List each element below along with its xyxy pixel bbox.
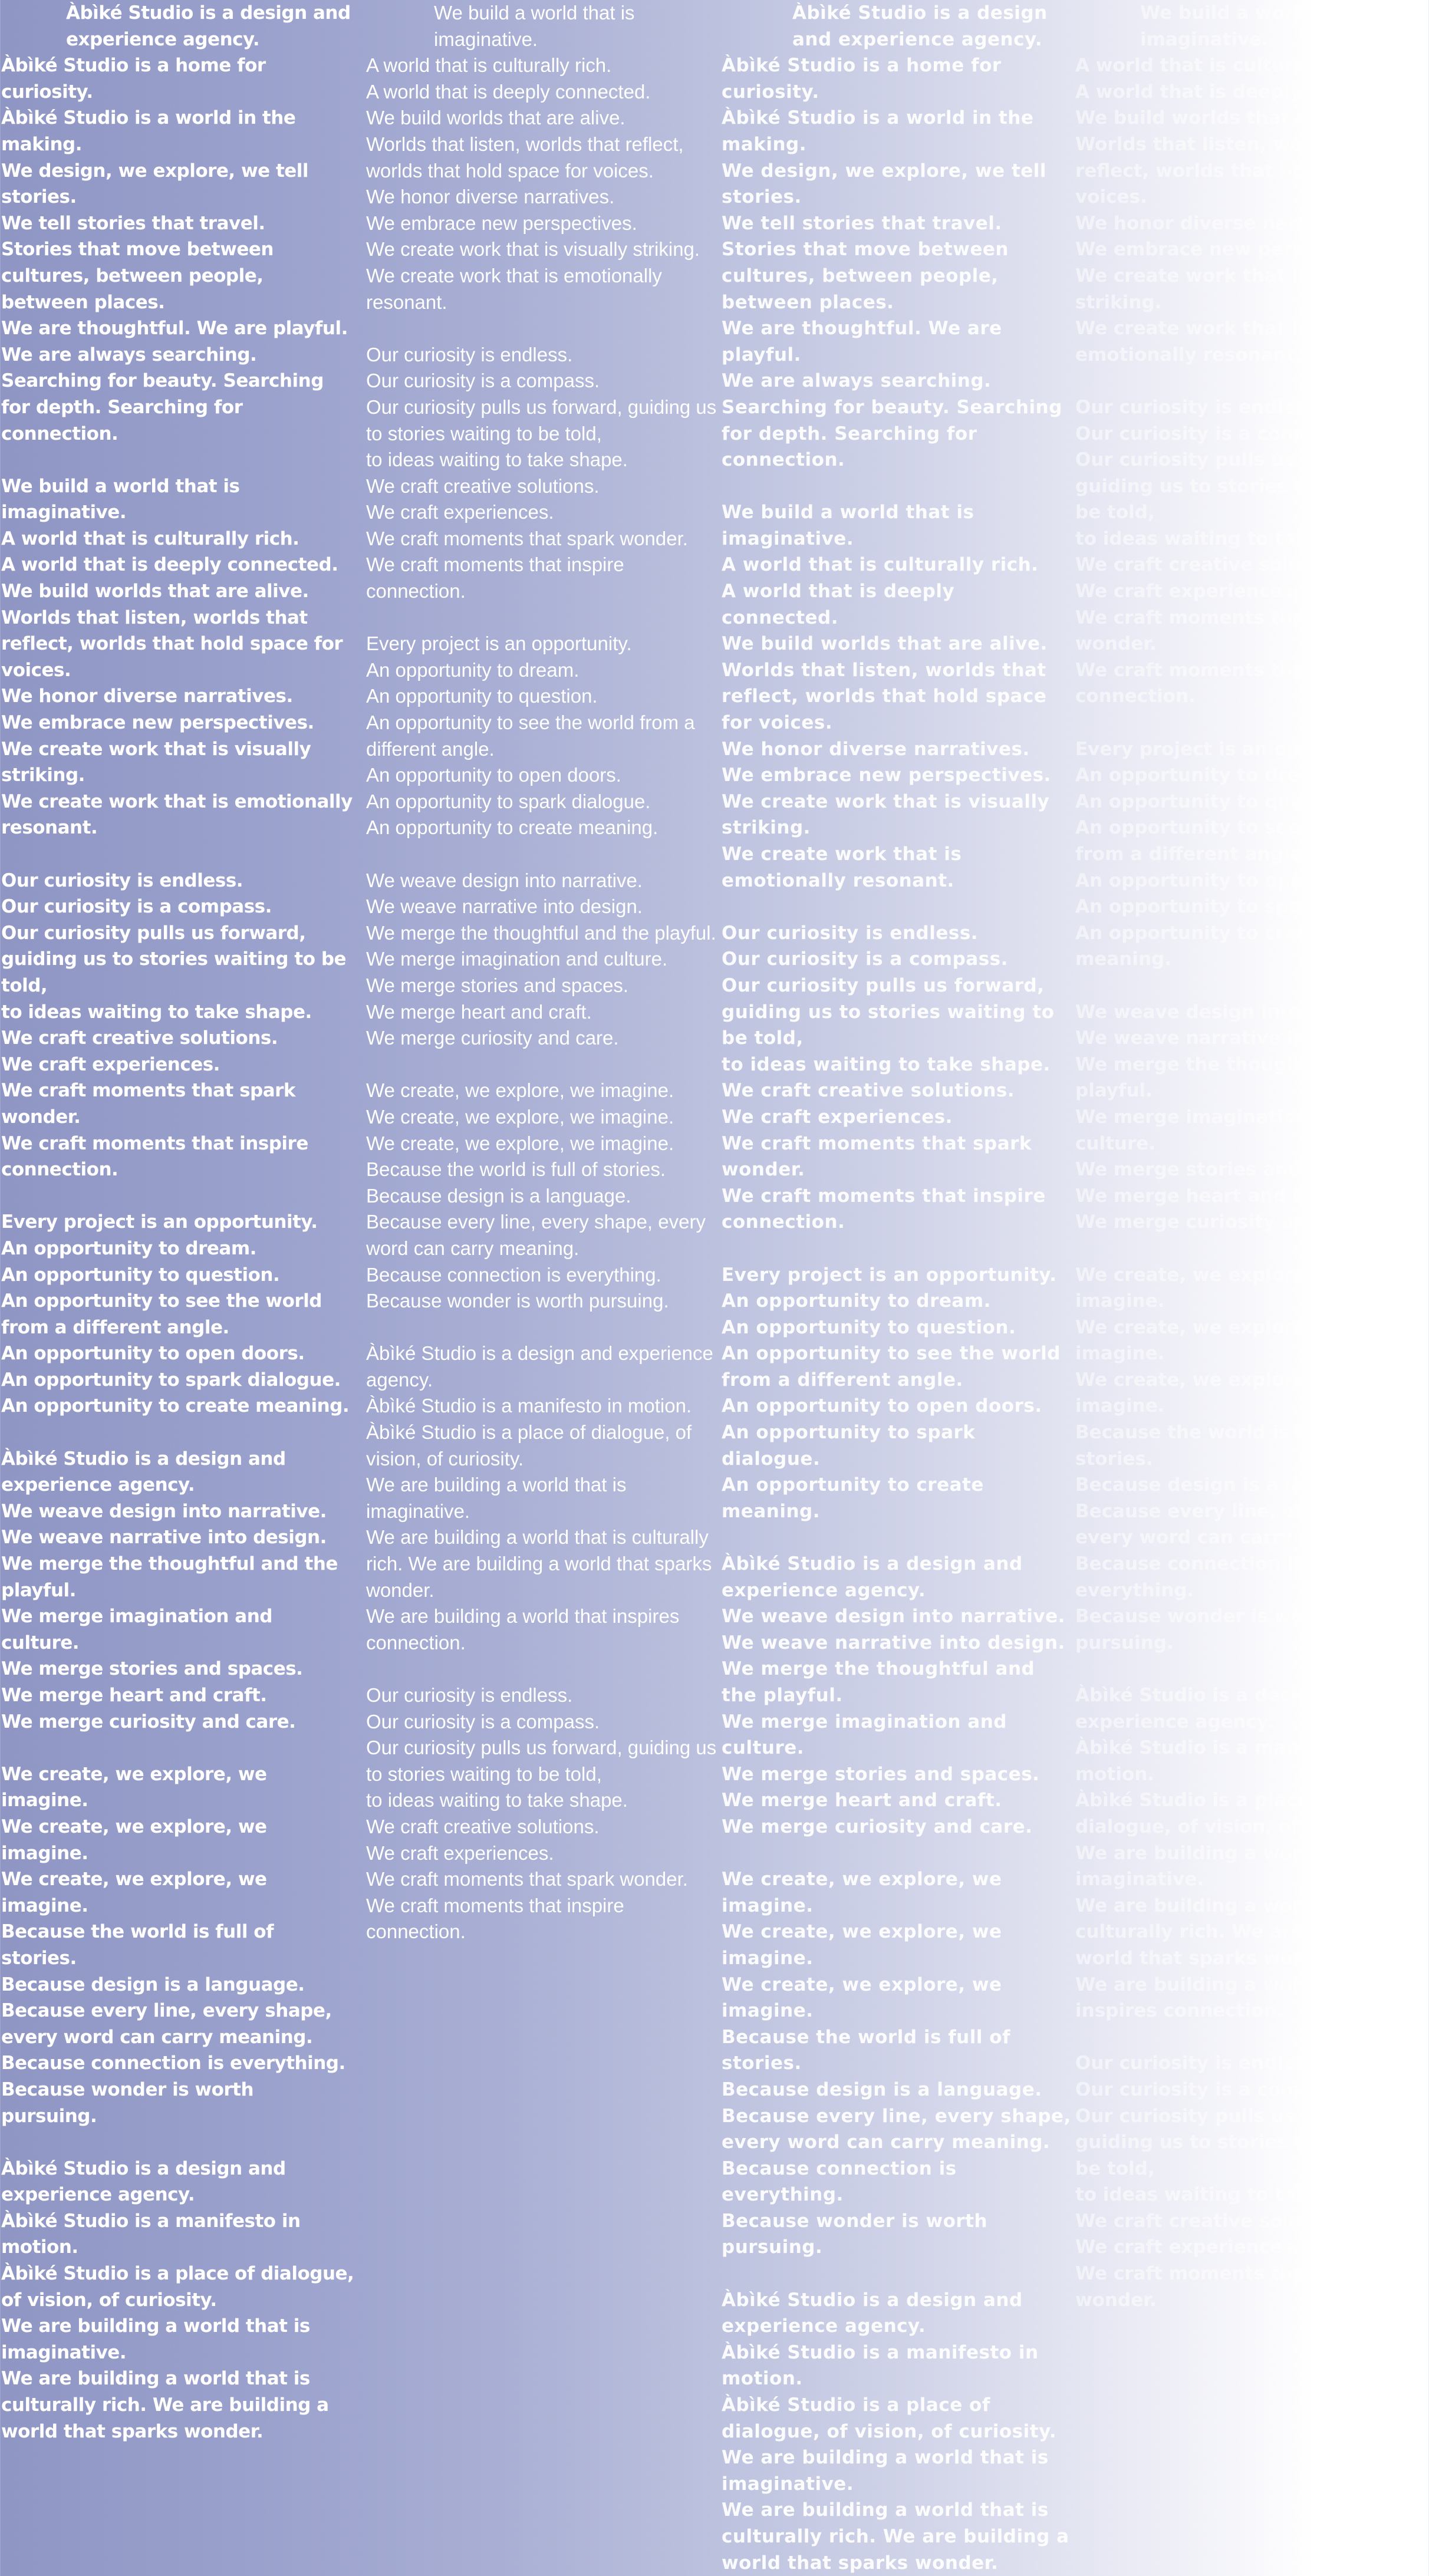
manifesto-line: Àbìké Studio is a design and experience agency. [366, 1342, 713, 1391]
manifesto-line: We craft creative solutions. [1075, 554, 1361, 576]
manifesto-line: Our curiosity is a compass. [366, 1710, 600, 1732]
manifesto-line: We honor diverse narratives. [366, 186, 615, 208]
manifesto-line: A world that is culturally rich. [722, 554, 1039, 576]
manifesto-line: We weave design into narrative. [1, 1500, 327, 1522]
manifesto-line: An opportunity to open doors. [722, 1395, 1042, 1417]
manifesto-line: We merge stories and spaces. [722, 1763, 1040, 1785]
manifesto-line: A world that is deeply connected. [1075, 81, 1422, 103]
manifesto-line: We design, we explore, we tell stories. [722, 160, 1047, 208]
manifesto-line: Àbìké Studio is a place of dialogue, of vision, of curiosity. [1075, 1790, 1401, 1837]
manifesto-line: We merge the thoughtful and the playful. [366, 921, 716, 944]
manifesto-line: An opportunity to open doors. [1075, 869, 1388, 891]
manifesto-line: to ideas waiting to take shape. [366, 1789, 628, 1811]
manifesto-line: We weave narrative into design. [1, 1527, 327, 1549]
manifesto-stanza [1, 473, 355, 841]
manifesto-line: We create, we explore, we imagine. [1075, 1369, 1349, 1417]
manifesto-line: Àbìké Studio is a design and experience agency. [722, 2289, 1023, 2337]
manifesto-line: We create work that is emotionally resonant. [1075, 318, 1309, 365]
manifesto-line: We craft moments that spark wonder. [1075, 607, 1378, 655]
manifesto-stanza [1075, 736, 1429, 973]
manifesto-line: Because connection is everything. [1075, 1553, 1305, 1601]
manifesto-line: Because design is a language. [366, 1184, 631, 1207]
manifesto-line: We create work that is emotionally resonant. [366, 264, 662, 313]
manifesto-line: We create, we explore, we imagine. [1, 1763, 267, 1811]
manifesto-line: We craft moments that inspire connection. [722, 1185, 1046, 1233]
manifesto-line: We honor diverse narratives. [722, 738, 1030, 760]
manifesto-stanza [722, 0, 1075, 473]
manifesto-line: We create, we explore, we imagine. [722, 1869, 1002, 1916]
manifesto-line: We merge stories and spaces. [1075, 1159, 1385, 1181]
manifesto-line: Searching for beauty. Searching for depth. Searching for connection. [1, 370, 324, 444]
manifesto-line: We are building a world that is imaginative. [1075, 1842, 1394, 1890]
manifesto-stanza [722, 499, 1075, 894]
manifesto-line: Our curiosity pulls us forward, guiding us to stories waiting to be told, [722, 974, 1055, 1049]
manifesto-line: We craft moments that inspire connection. [1, 1132, 308, 1181]
manifesto-line: An opportunity to see the world from a different angle. [1, 1290, 322, 1338]
manifesto-line: We merge heart and craft. [722, 1790, 1002, 1811]
manifesto-line: Àbìké Studio is a design and experience agency. [1, 1448, 286, 1496]
manifesto-line: Àbìké Studio is a design and experience agency. [66, 2, 351, 50]
manifesto-line: An opportunity to create meaning. [1, 1395, 350, 1417]
manifesto-line: We weave design into narrative. [1075, 1001, 1410, 1023]
manifesto-line: We create work that is visually striking. [366, 238, 700, 261]
manifesto-line: We create, we explore, we imagine. [722, 1974, 1002, 2022]
manifesto-stanza [366, 1340, 720, 1656]
manifesto-line: We merge stories and spaces. [1, 1658, 303, 1680]
manifesto-stanza [1075, 2050, 1429, 2313]
manifesto-line: We are always searching. [1, 344, 257, 365]
manifesto-line: Àbìké Studio is a home for curiosity. [722, 55, 1002, 103]
manifesto-stanza [722, 1262, 1075, 1525]
manifesto-line: We create work that is visually striking. [1075, 265, 1394, 313]
manifesto-line: An opportunity to open doors. [366, 764, 621, 786]
manifesto-line: Our curiosity is endless. [722, 922, 979, 944]
manifesto-line: We craft experiences. [722, 1106, 953, 1128]
manifesto-line: We are building a world that inspires connection. [366, 1605, 680, 1653]
manifesto-stanza [1, 0, 355, 447]
manifesto-line: We merge curiosity and care. [366, 1027, 619, 1049]
manifesto-line: We craft experiences. [1, 1053, 220, 1075]
manifesto-line: An opportunity to dream. [366, 658, 579, 681]
manifesto-line: We are building a world that is imaginative. [722, 2447, 1049, 2495]
manifesto-stanza [1075, 1682, 1429, 2024]
manifesto-stanza [1075, 999, 1429, 1236]
manifesto-line: We merge curiosity and care. [1, 1711, 296, 1732]
manifesto-line: Our curiosity pulls us forward, guiding us to stories waiting to be told, [1, 922, 347, 996]
manifesto-line: An opportunity to create meaning. [722, 1474, 984, 1522]
manifesto-line: Worlds that listen, worlds that reflect, worlds that hold space for voices. [1, 607, 343, 681]
manifesto-line: We merge imagination and culture. [366, 948, 668, 970]
manifesto-stanza [1075, 394, 1429, 710]
manifesto-line: Àbìké Studio is a manifesto in motion. [722, 2341, 1039, 2390]
manifesto-column-3 [722, 0, 1075, 2574]
manifesto-line: We craft creative solutions. [1075, 2210, 1361, 2232]
manifesto-stanza [1, 868, 355, 1183]
manifesto-line: Worlds that listen, worlds that reflect, worlds that hold space for voices. [1075, 133, 1427, 208]
manifesto-line: An opportunity to see the world from a different angle. [366, 711, 695, 760]
manifesto-line: We craft experiences. [366, 501, 554, 523]
manifesto-line: We craft experiences. [366, 1842, 554, 1864]
manifesto-line: Because every line, every shape, every word can carry meaning. [366, 1211, 706, 1259]
manifesto-line: We merge heart and craft. [1, 1685, 267, 1706]
manifesto-line: to ideas waiting to take shape. [1075, 2184, 1395, 2206]
manifesto-line: Because connection is everything. [1, 2053, 345, 2074]
manifesto-line: Àbìké Studio is a home for curiosity. [1, 55, 266, 103]
manifesto-line: We create, we explore, we imagine. [722, 1921, 1002, 1969]
manifesto-line: Because every line, every shape, every word can carry meaning. [722, 2105, 1071, 2153]
manifesto-line: We are building a world that is culturally rich. We are building a world that sparks wonder. [1, 2368, 329, 2442]
manifesto-line: We create, we explore, we imagine. [366, 1105, 674, 1128]
manifesto-line: Searching for beauty. Searching for depth. Searching for connection. [722, 396, 1062, 471]
manifesto-line: Our curiosity pulls us forward, guiding us to stories waiting to be told, [1075, 449, 1399, 523]
manifesto-stanza [1, 2156, 355, 2445]
manifesto-line: Àbìké Studio is a design and experience agency. [722, 1553, 1023, 1601]
manifesto-line: Àbìké Studio is a place of dialogue, of vision, of curiosity. [366, 1421, 692, 1470]
manifesto-line: We craft experiences. [1075, 581, 1300, 602]
manifesto-line: Because the world is full of stories. [1075, 1422, 1356, 1470]
manifesto-line: An opportunity to spark dialogue. [1, 1369, 341, 1391]
manifesto-line: We honor diverse narratives. [1075, 212, 1375, 234]
manifesto-line: We craft moments that spark wonder. [366, 1868, 688, 1890]
manifesto-line: We build a world that is imaginative. [434, 2, 635, 50]
manifesto-line: Because connection is everything. [722, 2157, 957, 2206]
manifesto-line: We build a world that is imaginative. [722, 502, 974, 549]
manifesto-line: Because every line, every shape, every word can carry meaning. [1075, 1500, 1415, 1549]
manifesto-stanza [722, 1551, 1075, 1840]
manifesto-line: We build worlds that are alive. [366, 107, 625, 129]
manifesto-line: We build a world that is imaginative. [1, 475, 240, 523]
manifesto-line: An opportunity to dream. [722, 1290, 991, 1312]
manifesto-line: We create, we explore, we imagine. [1, 1816, 267, 1864]
manifesto-line: We merge heart and craft. [366, 1000, 592, 1023]
manifesto-line: We embrace new perspectives. [366, 212, 637, 234]
manifesto-stanza [1, 1209, 355, 1419]
manifesto-line: We design, we explore, we tell stories. [1, 160, 309, 208]
manifesto-stanza [1075, 0, 1429, 368]
manifesto-line: to ideas waiting to take shape. [366, 449, 628, 471]
manifesto-line: Our curiosity is endless. [366, 1684, 573, 1706]
manifesto-line: We craft moments that spark wonder. [1, 1080, 296, 1128]
manifesto-line: Our curiosity is a compass. [722, 948, 1008, 970]
manifesto-line: We craft experiences. [1075, 2236, 1300, 2258]
manifesto-line: Àbìké Studio is a place of dialogue, of vision, of curiosity. [722, 2394, 1057, 2442]
manifesto-line: Our curiosity pulls us forward, guiding us to stories waiting to be told, [1075, 2105, 1399, 2179]
manifesto-line: Because the world is full of stories. [722, 2026, 1011, 2074]
manifesto-line: Stories that move between cultures, between people, between places. [1, 239, 274, 313]
manifesto-line: An opportunity to open doors. [1, 1343, 305, 1365]
manifesto-column-4 [1075, 0, 1429, 2311]
manifesto-line: We are building a world that inspires connection. [1075, 1974, 1370, 2022]
manifesto-line: We merge the thoughtful and the playful. [1, 1553, 338, 1601]
manifesto-line: We create work that is visually striking. [1, 738, 311, 786]
manifesto-line: Our curiosity is a compass. [1, 896, 272, 918]
manifesto-line: We are building a world that is imaginative. [1, 2315, 310, 2363]
manifesto-line: Àbìké Studio is a manifesto in motion. [366, 1395, 692, 1417]
manifesto-line: We build worlds that are alive. [1, 581, 309, 602]
manifesto-line: We create work that is emotionally resonant. [722, 844, 962, 891]
manifesto-line: We craft creative solutions. [722, 1080, 1015, 1102]
manifesto-line: Every project is an opportunity. [1, 1211, 318, 1233]
manifesto-line: Àbìké Studio is a place of dialogue, of vision, of curiosity. [1, 2263, 354, 2311]
manifesto-line: We create work that is visually striking. [722, 790, 1050, 839]
manifesto-line: Every project is an opportunity. [1075, 738, 1401, 760]
manifesto-line: We create, we explore, we imagine. [1075, 1316, 1349, 1365]
manifesto-line: We craft creative solutions. [1, 1027, 278, 1049]
manifesto-line: Worlds that listen, worlds that reflect, worlds that hold space for voices. [366, 133, 684, 182]
manifesto-line: We build worlds that are alive. [1075, 107, 1392, 129]
manifesto-line: We merge curiosity and care. [722, 1816, 1033, 1837]
manifesto-line: We are building a world that is imaginative. [366, 1474, 627, 1522]
manifesto-line: Our curiosity is endless. [1, 869, 243, 891]
manifesto-line: Every project is an opportunity. [366, 633, 632, 655]
manifesto-line: An opportunity to spark dialogue. [366, 790, 651, 812]
manifesto-line: Our curiosity pulls us forward, guiding us to stories waiting to be told, [366, 396, 717, 444]
manifesto-line: We merge the thoughtful and the playful. [722, 1658, 1035, 1706]
manifesto-line: An opportunity to dream. [1075, 765, 1338, 786]
manifesto-line: We craft creative solutions. [366, 475, 600, 497]
manifesto-line: An opportunity to question. [366, 685, 598, 707]
manifesto-line: Because wonder is worth pursuing. [366, 1290, 669, 1312]
manifesto-stanza [366, 342, 720, 605]
manifesto-line: Àbìké Studio is a world in the making. [1, 107, 296, 155]
manifesto-line: Because every line, every shape, every word can carry meaning. [1, 2000, 332, 2048]
manifesto-line: An opportunity to dream. [1, 1237, 256, 1259]
manifesto-stanza [1, 1446, 355, 1735]
manifesto-line: Àbìké Studio is a world in the making. [722, 107, 1034, 155]
manifesto-line: A world that is culturally rich. [1075, 55, 1383, 77]
manifesto-line: We weave design into narrative. [366, 869, 643, 891]
manifesto-line: An opportunity to spark dialogue. [722, 1422, 976, 1470]
manifesto-line: We merge the thoughtful and the playful. [1075, 1053, 1421, 1102]
manifesto-line: Because the world is full of stories. [366, 1158, 666, 1181]
manifesto-line: We weave design into narrative. [722, 1606, 1065, 1628]
manifesto-line: We are thoughtful. We are playful. [1, 318, 348, 340]
manifesto-line: We create, we explore, we imagine. [366, 1132, 674, 1154]
manifesto-line: We create, we explore, we imagine. [1075, 1264, 1349, 1312]
manifesto-line: Because connection is everything. [366, 1263, 661, 1286]
manifesto-line: An opportunity to question. [1075, 790, 1362, 812]
manifesto-line: to ideas waiting to take shape. [1075, 528, 1395, 549]
manifesto-line: Our curiosity is a compass. [1075, 423, 1354, 444]
manifesto-line: We are building a world that is culturally rich. We are building a world that sparks wonder. [1075, 1895, 1413, 1969]
manifesto-line: We weave narrative into design. [722, 1632, 1065, 1653]
manifesto-stanza [722, 2287, 1075, 2576]
manifesto-line: We craft moments that inspire connection. [1075, 659, 1391, 707]
manifesto-line: An opportunity to create meaning. [1075, 922, 1331, 970]
manifesto-line: We embrace new perspectives. [1075, 239, 1397, 261]
manifesto-line: Because design is a language. [1, 1974, 305, 1995]
manifesto-line: We embrace new perspectives. [1, 712, 314, 734]
manifesto-line: We craft creative solutions. [366, 1815, 600, 1837]
manifesto-line: A world that is culturally rich. [1, 528, 299, 549]
manifesto-line: We build a world that is imaginative. [1140, 2, 1386, 50]
manifesto-stanza [722, 920, 1075, 1236]
manifesto-stanza [366, 1682, 720, 1945]
manifesto-line: We create, we explore, we imagine. [366, 1079, 674, 1102]
manifesto-stanza [722, 1866, 1075, 2261]
manifesto-stanza [366, 1078, 720, 1314]
manifesto-line: We tell stories that travel. [1, 212, 265, 234]
manifesto-line: We honor diverse narratives. [1, 686, 293, 707]
manifesto-stanza [366, 868, 720, 1052]
manifesto-line: We merge imagination and culture. [1, 1606, 272, 1653]
manifesto-line: An opportunity to see the world from a different angle. [722, 1343, 1061, 1391]
manifesto-stanza [366, 0, 720, 315]
manifesto-line: Our curiosity is endless. [1075, 2053, 1325, 2074]
manifesto-stanza [1, 1761, 355, 2129]
manifesto-line: Because wonder is worth pursuing. [1, 2078, 254, 2127]
manifesto-line: to ideas waiting to take shape. [1, 1001, 312, 1023]
manifesto-line: We merge imagination and culture. [722, 1711, 1007, 1759]
manifesto-line: Àbìké Studio is a design and experience agency. [1075, 1685, 1368, 1732]
manifesto-column-2 [366, 0, 720, 2165]
manifesto-line: Our curiosity pulls us forward, guiding us to stories waiting to be told, [366, 1737, 717, 1785]
manifesto-line: We craft moments that spark wonder. [366, 527, 688, 549]
manifesto-line: We embrace new perspectives. [722, 765, 1051, 786]
manifesto-line: An opportunity to question. [1, 1264, 280, 1286]
manifesto-line: Our curiosity is endless. [1075, 396, 1325, 418]
manifesto-line: Àbìké Studio is a design and experience agency. [1, 2157, 286, 2206]
manifesto-line: An opportunity to see the world from a different angle. [1075, 817, 1405, 865]
manifesto-line: We craft moments that spark wonder. [722, 1132, 1032, 1181]
manifesto-line: Stories that move between cultures, between people, between places. [722, 239, 1009, 313]
manifesto-line: We merge stories and spaces. [366, 974, 629, 996]
manifesto-line: An opportunity to create meaning. [366, 816, 658, 839]
manifesto-line: We weave narrative into design. [1075, 1027, 1410, 1049]
manifesto-line: Because design is a language. [1075, 1474, 1387, 1496]
manifesto-stanza [366, 631, 720, 841]
manifesto-line: Our curiosity is endless. [366, 343, 573, 365]
manifesto-line: Because wonder is worth pursuing. [1075, 1606, 1335, 1653]
manifesto-line: We craft moments that inspire connection. [366, 1894, 624, 1943]
manifesto-line: We are building a world that is culturally rich. We are building a world that sparks wonder. [722, 2499, 1069, 2574]
manifesto-line: An opportunity to question. [722, 1316, 1016, 1338]
manifesto-line: We build worlds that are alive. [722, 633, 1048, 655]
manifesto-line: We weave narrative into design. [366, 895, 643, 918]
manifesto-line: We merge curiosity and care. [1075, 1211, 1378, 1233]
manifesto-line: A world that is culturally rich. [366, 54, 612, 77]
manifesto-line: Àbìké Studio is a manifesto in motion. [1075, 1737, 1384, 1785]
manifesto-line: A world that is deeply connected. [366, 80, 651, 103]
manifesto-line: to ideas waiting to take shape. [722, 1053, 1051, 1075]
manifesto-line: We create work that is emotionally resonant. [1, 790, 353, 839]
manifesto-line: Because wonder is worth pursuing. [722, 2210, 988, 2258]
manifesto-line: Worlds that listen, worlds that reflect, worlds that hold space for voices. [722, 659, 1047, 734]
manifesto-line: A world that is deeply connected. [722, 581, 955, 628]
manifesto-line: We craft moments that inspire connection. [366, 554, 624, 602]
manifesto-line: We are thoughtful. We are playful. [722, 318, 1002, 365]
manifesto-line: We merge heart and craft. [1075, 1185, 1349, 1207]
manifesto-line: We merge imagination and culture. [1075, 1106, 1354, 1154]
manifesto-stanza [1075, 1262, 1429, 1656]
manifesto-line: Àbìké Studio is a design and experience agency. [792, 2, 1048, 50]
manifesto-column-1 [1, 0, 355, 2442]
manifesto-line: Our curiosity is a compass. [366, 370, 600, 392]
manifesto-line: Every project is an opportunity. [722, 1264, 1057, 1286]
manifesto-line: Because the world is full of stories. [1, 1921, 274, 1969]
manifesto-line: An opportunity to spark dialogue. [1075, 896, 1425, 918]
manifesto-line: Àbìké Studio is a manifesto in motion. [1, 2210, 301, 2258]
manifesto-line: A world that is deeply connected. [1, 554, 338, 576]
manifesto-line: We are building a world that is culturally rich. We are building a world that sparks wonder. [366, 1526, 712, 1601]
manifesto-line: Our curiosity is a compass. [1075, 2078, 1354, 2100]
manifesto-line: We craft moments that spark wonder. [1075, 2263, 1378, 2311]
manifesto-line: Because design is a language. [722, 2078, 1042, 2100]
manifesto-line: We create, we explore, we imagine. [1, 1869, 267, 1916]
manifesto-line: We are always searching. [722, 370, 992, 392]
manifesto-line: We tell stories that travel. [722, 212, 1002, 234]
